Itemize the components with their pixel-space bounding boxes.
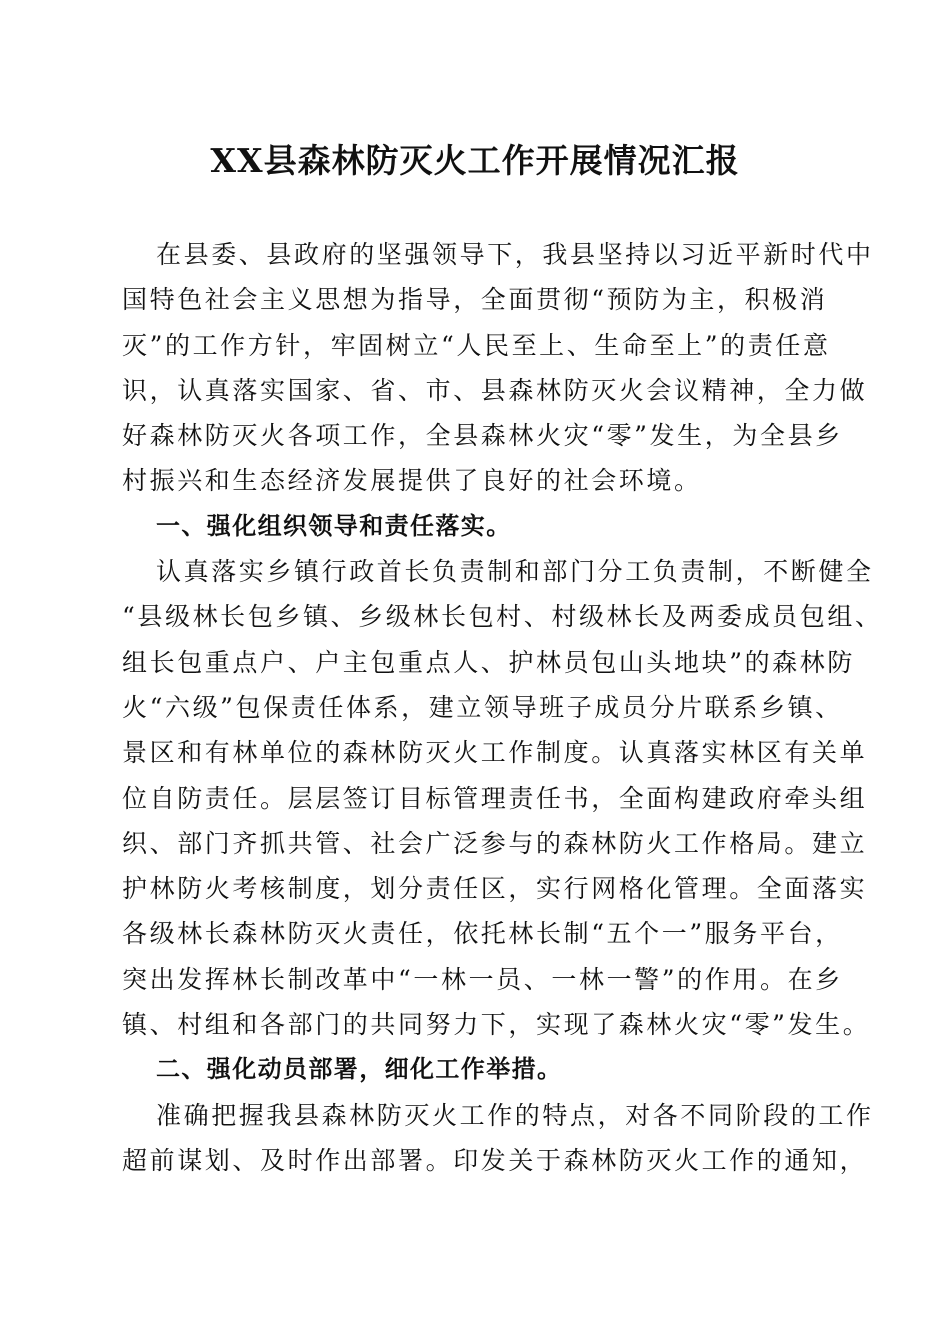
- paragraph-line: 认真落实乡镇行政首长负责制和部门分工负责制，不断健全: [156, 557, 874, 587]
- section-heading: 一、强化组织领导和责任落实。: [156, 511, 512, 540]
- paragraph-line: 准确把握我县森林防灭火工作的特点，对各不同阶段的工作: [156, 1100, 874, 1130]
- document-body: [122, 232, 883, 1183]
- paragraph-line: 国特色社会主义思想为指导，全面贯彻“预防为主，积极消: [122, 285, 828, 315]
- paragraph-line: 护林防火考核制度，划分责任区，实行网格化管理。全面落实: [122, 874, 868, 904]
- paragraph-line: 村振兴和生态经济发展提供了良好的社会环境。: [122, 466, 702, 496]
- paragraph-line: 各级林长森林防灭火责任，依托林长制“五个一”服务平台，: [122, 919, 843, 949]
- paragraph-line: 位自防责任。层层签订目标管理责任书，全面构建政府牵头组: [122, 783, 868, 813]
- paragraph-line: 织、部门齐抓共管、社会广泛参与的森林防火工作格局。建立: [122, 828, 868, 858]
- paragraph-line: “县级林长包乡镇、乡级林长包村、村级林长及两委成员包组、: [122, 602, 883, 632]
- section-heading: 二、强化动员部署，细化工作举措。: [156, 1055, 563, 1084]
- paragraph-line: 超前谋划、及时作出部署。印发关于森林防灭火工作的通知，: [122, 1145, 868, 1175]
- paragraph-line: 镇、村组和各部门的共同努力下，实现了森林火灾“零”发生。: [122, 1010, 871, 1040]
- paragraph-line: 灭”的工作方针，牢固树立“人民至上、生命至上”的责任意: [122, 330, 831, 360]
- paragraph-line: 火“六级”包保责任体系，建立领导班子成员分片联系乡镇、: [122, 692, 843, 722]
- paragraph-line: 突出发挥林长制改革中“一林一员、一林一警”的作用。在乡: [122, 964, 843, 994]
- paragraph-line: 在县委、县政府的坚强领导下，我县坚持以习近平新时代中: [156, 240, 874, 269]
- paragraph-line: 好森林防灭火各项工作，全县森林火灾“零”发生，为全县乡: [122, 421, 843, 451]
- paragraph-line: 组长包重点户、户主包重点人、护林员包山头地块”的森林防: [122, 647, 855, 677]
- paragraph-line: 识，认真落实国家、省、市、县森林防灭火会议精神，全力做: [122, 375, 868, 405]
- paragraph-line: 景区和有林单位的森林防灭火工作制度。认真落实林区有关单: [122, 738, 868, 768]
- document-title: XX县森林防灭火工作开展情况汇报: [210, 141, 740, 180]
